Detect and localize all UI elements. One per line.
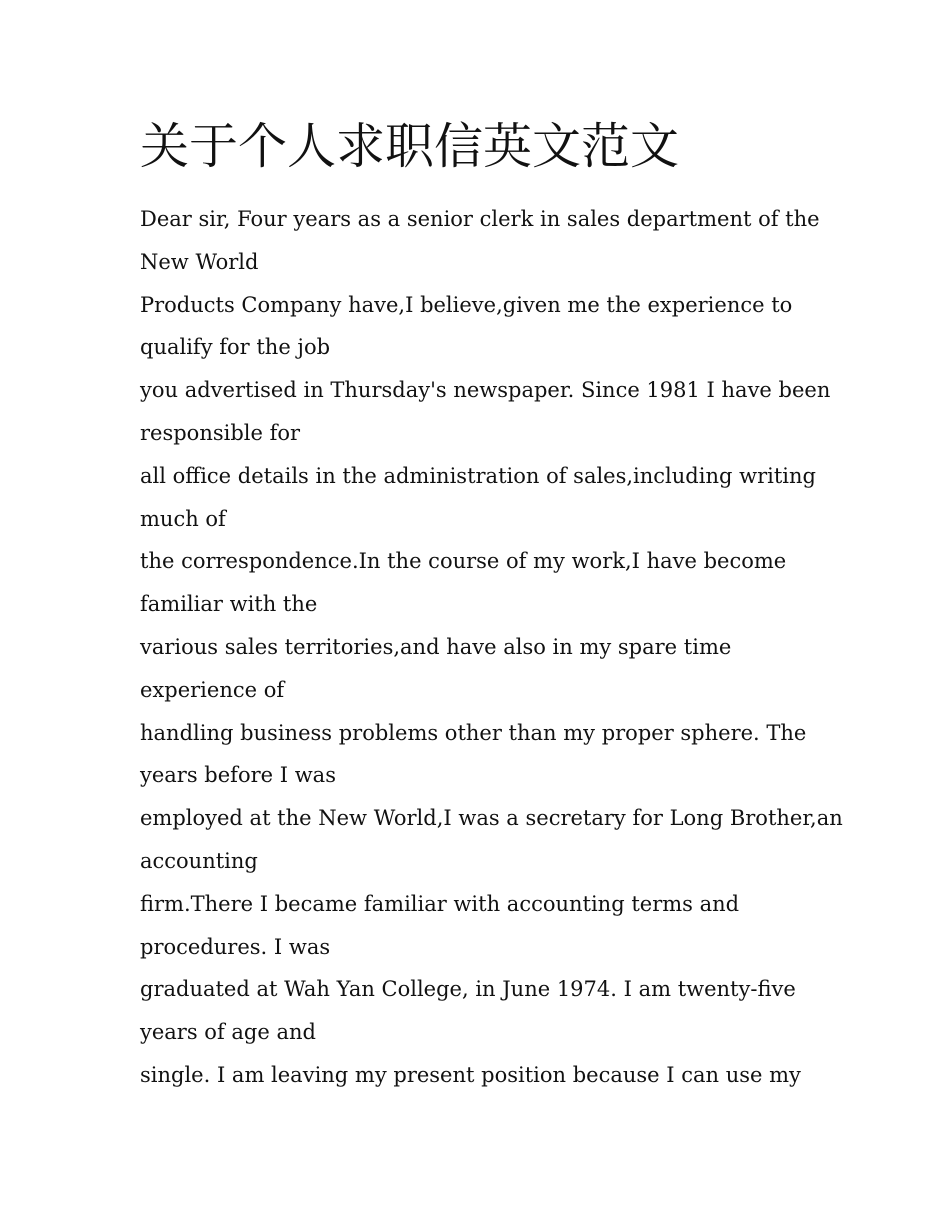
text-line: qualify for the job bbox=[140, 335, 331, 360]
text-line: all office details in the administration of sales,including writing bbox=[140, 463, 816, 488]
text-line: Dear sir, Four years as a senior clerk in sales department of the bbox=[140, 207, 820, 231]
text-line: employed at the New World,I was a secretary for Long Brother,an bbox=[140, 806, 843, 831]
text-line: accounting bbox=[140, 848, 258, 873]
text-line: procedures. I was bbox=[140, 934, 331, 959]
text-line: you advertised in Thursday's newspaper. Since 1981 I have been bbox=[140, 378, 831, 403]
text-line: New World bbox=[140, 249, 259, 274]
text-line: single. I am leaving my present position because I can use my bbox=[140, 1062, 801, 1087]
text-line: Products Company have,I believe,given me the experience to bbox=[140, 292, 793, 317]
text-line: various sales territories,and have also in my spare time bbox=[140, 634, 732, 659]
text-line: familiar with the bbox=[140, 592, 318, 617]
text-line: much of bbox=[140, 506, 226, 531]
text-line: years before I was bbox=[140, 763, 336, 788]
text-line: experience of bbox=[140, 677, 285, 702]
page-title: 关于个人求职信英文范文 bbox=[140, 118, 680, 175]
text-line: handling business problems other than my proper sphere. The bbox=[140, 720, 807, 745]
text-line: responsible for bbox=[140, 420, 301, 445]
text-line: years of age and bbox=[140, 1020, 316, 1045]
text-line: graduated at Wah Yan College, in June 1974. I am twenty-five bbox=[140, 977, 796, 1002]
text-line: the correspondence.In the course of my work,I have become bbox=[140, 549, 787, 574]
letter-body bbox=[140, 198, 843, 1097]
text-line: firm.There I became familiar with accounting terms and bbox=[140, 891, 740, 916]
